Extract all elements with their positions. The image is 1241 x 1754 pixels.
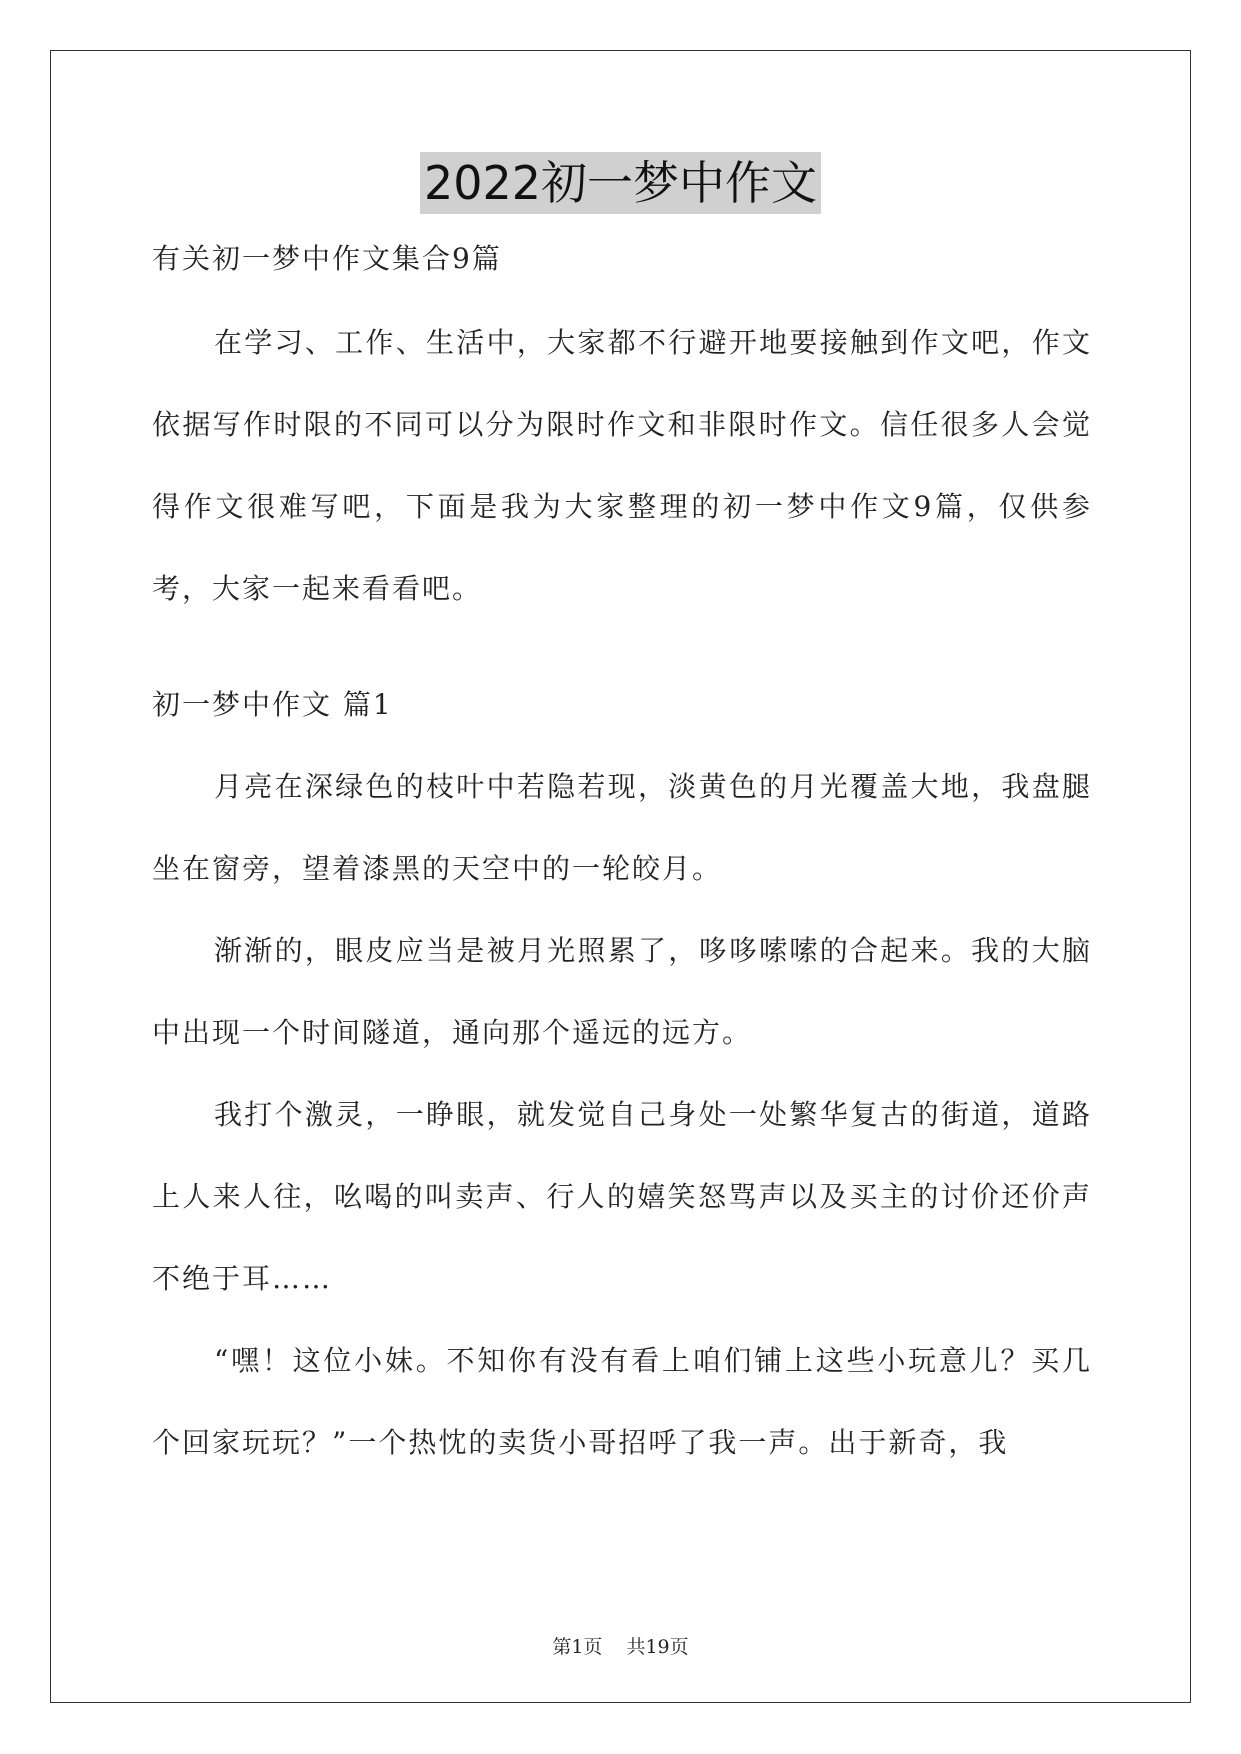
intro-paragraph: 在学习、工作、生活中，大家都不行避开地要接触到作文吧，作文依据写作时限的不同可以分为限时作文和非限时作文。信任很多人会觉得作文很难写吧，下面是我为大家整理的初一梦中作文9篇，仅供参考，大家一起来看看吧。 — [152, 326, 1092, 605]
body-paragraph-2: 渐渐的，眼皮应当是被月光照累了，哆哆嗦嗦的合起来。我的大脑中出现一个时间隧道，通向那个遥远的远方。 — [152, 934, 1092, 1049]
page-total: 共19页 — [626, 1636, 689, 1658]
title-container — [0, 152, 1241, 214]
page-footer — [0, 1632, 1241, 1659]
page-number: 第1页 — [552, 1636, 603, 1658]
section-heading: 初一梦中作文 篇1 — [152, 688, 393, 721]
document-subtitle: 有关初一梦中作文集合9篇 — [152, 242, 502, 275]
body-paragraph-1: 月亮在深绿色的枝叶中若隐若现，淡黄色的月光覆盖大地，我盘腿坐在窗旁，望着漆黑的天空中的一轮皎月。 — [152, 770, 1092, 885]
body-paragraph-4: “嘿！这位小妹。不知你有没有看上咱们铺上这些小玩意儿？买几个回家玩玩？”一个热忱的卖货小哥招呼了我一声。出于新奇，我 — [152, 1344, 1092, 1459]
body-paragraph-3: 我打个激灵，一睁眼，就发觉自己身处一处繁华复古的街道，道路上人来人往，吆喝的叫卖声、行人的嬉笑怒骂声以及买主的讨价还价声不绝于耳…… — [152, 1098, 1092, 1295]
document-body — [152, 228, 1092, 1484]
document-title: 2022初一梦中作文 — [420, 152, 821, 214]
